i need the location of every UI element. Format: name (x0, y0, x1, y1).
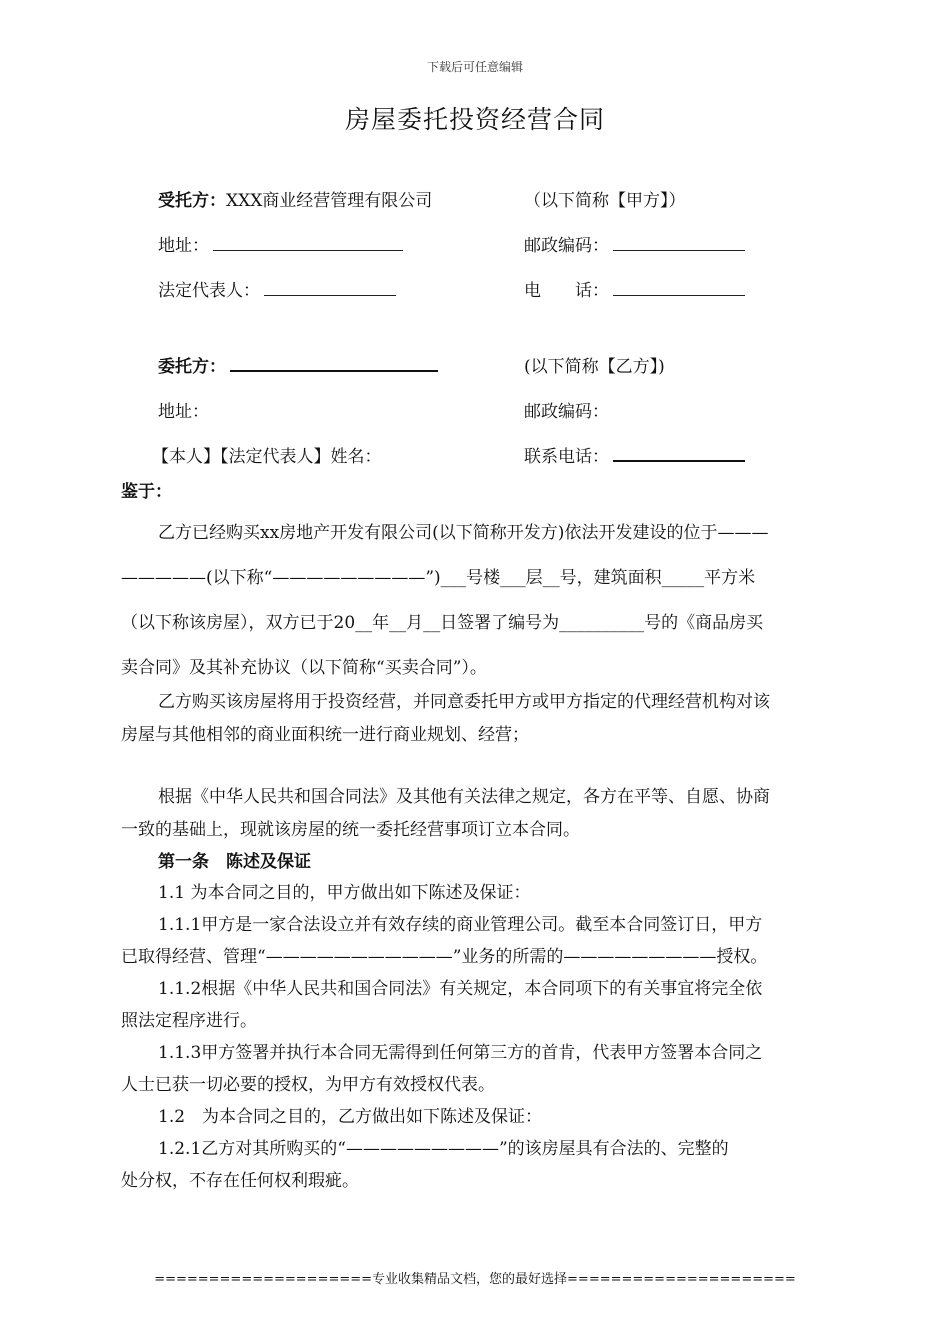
party-b-address-label: 地址： (158, 402, 209, 422)
party-b-row (158, 352, 438, 377)
party-a-phone (524, 276, 745, 301)
footer-banner: ====================专业收集精品文档，您的最好选择===================== (154, 1272, 796, 1287)
party-a-rep-field[interactable] (264, 281, 396, 296)
clause-1-1-3-line-1: 1.1.3甲方签署并执行本合同无需得到任何第三方的首肯，代表甲方签署本合同之 (158, 1043, 763, 1063)
party-a-postcode-field[interactable] (613, 236, 745, 251)
party-a-name: XXX商业经营管理有限公司 (226, 191, 433, 211)
article-1-heading: 第一条 陈述及保证 (158, 852, 311, 872)
party-b-postcode-label: 邮政编码： (524, 402, 609, 422)
party-b-short: (以下简称【乙方】) (524, 357, 665, 377)
recital-1-line-3: （以下称该房屋），双方已于20__年__月__日签署了编号为__________号的《商品房买 (121, 613, 764, 633)
clause-1-1: 1.1 为本合同之目的，甲方做出如下陈述及保证： (158, 883, 531, 903)
whereas-label: 鉴于： (121, 482, 172, 502)
clause-1-1-2-line-1: 1.1.2根据《中华人民共和国合同法》有关规定，本合同项下的有关事宜将完全依 (158, 979, 763, 999)
party-a-postcode (524, 231, 745, 256)
party-a-short: （以下简称【甲方】） (524, 191, 686, 211)
page-title: 房屋委托投资经营合同 (344, 105, 605, 134)
party-b-phone-field[interactable] (613, 446, 745, 462)
party-b-phone (524, 442, 745, 467)
clause-1-1-1-line-1: 1.1.1甲方是一家合法设立并有效存续的商业管理公司。截至本合同签订日，甲方 (158, 915, 763, 935)
party-b-label: 委托方： (158, 357, 226, 377)
recital-1-line-4: 卖合同》及其补充协议（以下简称“买卖合同”）。 (121, 658, 487, 678)
party-a-row (158, 186, 432, 211)
clause-1-1-2-line-2: 照法定程序进行。 (121, 1011, 257, 1031)
clause-1-2-1-line-1: 1.2.1乙方对其所购买的“—————————”的该房屋具有合法的、完整的 (158, 1139, 729, 1159)
party-b-name-label: 【本人】【法定代表人】姓名： (152, 447, 382, 467)
recital-1-line-1: 乙方已经购买xx房地产开发有限公司(以下简称开发方)依法开发建设的位于——— (158, 523, 769, 543)
party-a-rep (158, 276, 396, 301)
clause-1-2-1-line-2: 处分权，不存在任何权利瑕疵。 (121, 1171, 359, 1191)
party-a-address-label: 地址： (158, 236, 209, 256)
clause-1-2: 1.2 为本合同之目的，乙方做出如下陈述及保证： (158, 1107, 543, 1127)
party-a-label: 受托方： (158, 191, 226, 211)
party-a-phone-label: 电 话： (524, 281, 609, 301)
party-a-address-field[interactable] (213, 236, 403, 251)
party-a-postcode-label: 邮政编码： (524, 236, 609, 256)
recital-2-line-1: 乙方购买该房屋将用于投资经营，并同意委托甲方或甲方指定的代理经营机构对该 (158, 692, 770, 712)
recital-3-line-2: 一致的基础上，现就该房屋的统一委托经营事项订立本合同。 (121, 820, 580, 840)
recital-2-line-2: 房屋与其他相邻的商业面积统一进行商业规划、经营； (121, 725, 529, 745)
party-b-name-field[interactable] (230, 356, 438, 372)
clause-1-1-3-line-2: 人士已获一切必要的授权，为甲方有效授权代表。 (121, 1075, 495, 1095)
party-a-address (158, 231, 403, 256)
party-a-phone-field[interactable] (613, 281, 745, 296)
clause-1-1-1-line-2: 已取得经营、管理“———————————”业务的所需的—————————授权。 (121, 947, 768, 967)
recital-3-line-1: 根据《中华人民共和国合同法》及其他有关法律之规定，各方在平等、自愿、协商 (158, 787, 770, 807)
party-a-rep-label: 法定代表人： (158, 281, 260, 301)
header-note: 下载后可任意编辑 (426, 60, 523, 74)
party-b-phone-label: 联系电话： (524, 447, 609, 467)
recital-1-line-2: —————(以下称“—————————”)___号楼___层__号，建筑面积_____平方米 (121, 568, 756, 588)
